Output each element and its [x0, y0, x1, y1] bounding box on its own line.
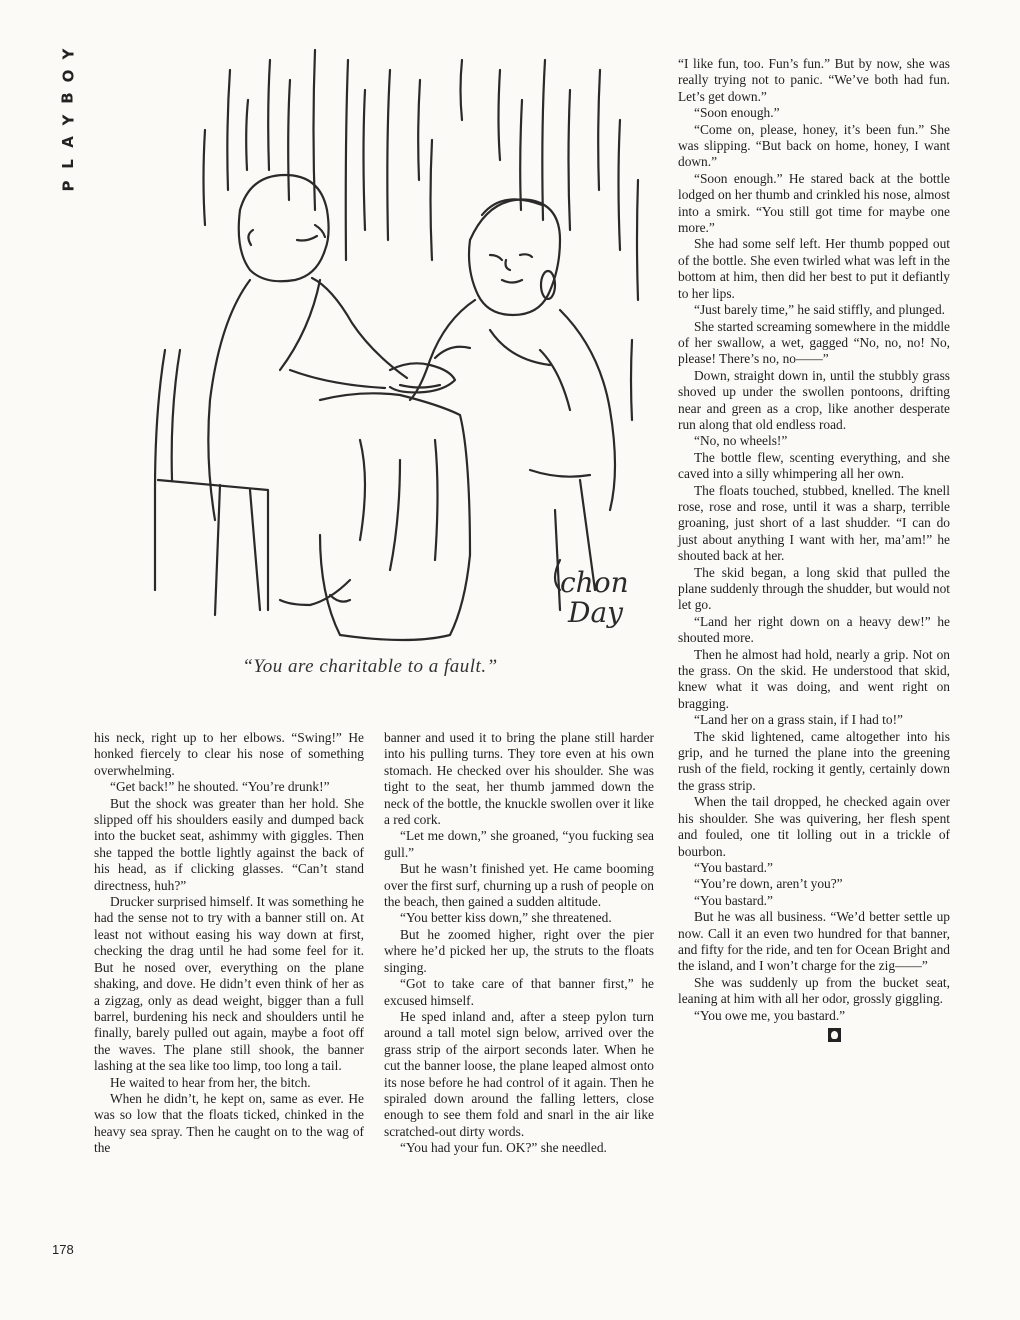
- paragraph: “You owe me, you bastard.”: [694, 1007, 846, 1023]
- paragraph: “You had your fun. OK?” she needled.: [400, 1140, 607, 1156]
- paragraph: “Get back!” he shouted. “You’re drunk!”: [110, 779, 330, 795]
- signature-line1: chon: [560, 566, 629, 599]
- paragraph: “No, no wheels!”: [694, 433, 788, 449]
- paragraph: Down, straight down in, until the stubbly grass shoved up under the swollen pontoons, drifting near and green as a crop, like another desperate run along that old endless road.: [678, 367, 950, 432]
- paragraph: “I like fun, too. Fun’s fun.” But by now, she was really trying not to panic. “We’ve both had fun. Let’s get down.”: [678, 56, 950, 104]
- paragraph: “You bastard.”: [694, 859, 773, 875]
- title-letter: B: [59, 92, 77, 104]
- paragraph: Then he almost had hold, nearly a grip. Not on the grass. On the skid. He understood that skid, knew what it was doing, and went right on bragging.: [678, 646, 950, 711]
- title-letter: L: [59, 159, 77, 169]
- paragraph: She had some self left. Her thumb popped out of the bottle. She even twirled what was left in the bottom at him, then did her best to put it defiantly to her lips.: [678, 236, 950, 301]
- title-letter: A: [58, 136, 77, 148]
- paragraph: She was suddenly up from the bucket seat, leaning at him with all her odor, grossly giggling.: [678, 974, 950, 1007]
- paragraph: The skid began, a long skid that pulled the plane suddenly through the shudder, but would not let go.: [678, 564, 950, 613]
- cartoon-caption: “You are charitable to a fault.”: [242, 656, 498, 677]
- paragraph: “Got to take care of that banner first,” he excused himself.: [384, 976, 654, 1008]
- paragraph: The floats touched, stubbed, knelled. The knell rose, rose and rose, until it was a sharp, terrible groaning, just short of a last shudder. “I can do just about anything I want with her, ma’am!” he shouted back at her.: [678, 482, 950, 564]
- magazine-title: [56, 46, 80, 194]
- paragraph: Drucker surprised himself. It was something he had the sense not to try with a banner still on. At least not without easing his way down at first, checking the drag until he had some feel for it. But he nosed over, everything on the plane shaking, and dove. He didn’t even think of her as a zigzag, only as dead weight, bigger than a full barrel, burdening his neck and shoulders until he finally, barely pulled out again, maybe a foot off the waves. The plane still shook, the banner lashing at the sea like too limp, too long a tail.: [94, 894, 364, 1074]
- paragraph: He sped inland and, after a steep pylon turn around a tall motel sign below, arrived over the grass strip of the airport seconds later. When he cut the banner loose, the plane leaped almost onto its nose before he had control of it again. Then he spiraled down around the falling letters, close enough to see them fold and snarl in the air like scratched-out dirty words.: [384, 1008, 654, 1139]
- paragraph: But he wasn’t finished yet. He came booming over the first surf, churning up a rush of people on the beach, then gained a sudden altitude.: [384, 861, 654, 910]
- end-mark-icon: [828, 1028, 841, 1042]
- title-letter: P: [59, 180, 77, 192]
- paragraph: “Land her right down on a heavy dew!” he shouted more.: [678, 613, 950, 646]
- paragraph: “You bastard.”: [694, 892, 773, 908]
- cartoon-illustration: [90, 40, 650, 660]
- text-column-2: [384, 730, 654, 1157]
- paragraph: “Soon enough.”: [694, 105, 780, 121]
- paragraph: But he was all business. “We’d better settle up now. Call it an even two hundred for that banner, and fifty for the ride, and ten for Ocean Bright and the island, and I won’t charge for the zig——”: [678, 909, 950, 974]
- paragraph: his neck, right up to her elbows. “Swing!” He honked fiercely to clear his nose of something overwhelming.: [94, 730, 364, 778]
- paragraph: When he didn’t, he kept on, same as ever. He was so low that the floats ticked, chinked in the heavy sea spray. Then he caught on to the wag of the: [94, 1090, 364, 1156]
- paragraph: He waited to hear from her, the bitch.: [110, 1074, 311, 1090]
- paragraph: When the tail dropped, he checked again over his shoulder. She was quivering, her flesh spent and fouled, one tit lolling out in a trickle of bourbon.: [678, 794, 950, 859]
- paragraph: “Just barely time,” he said stiffly, and plunged.: [694, 302, 946, 318]
- paragraph: She started screaming somewhere in the middle of her swallow, a wet, gagged “No, no, no! No, please! There’s no, no——”: [678, 318, 950, 367]
- paragraph: “Land her on a grass stain, if I had to!”: [694, 712, 903, 728]
- text-column-1: [94, 730, 364, 1157]
- paragraph: But he zoomed higher, right over the pier where he’d picked her up, the struts to the floats singing.: [384, 926, 654, 975]
- paragraph: “Let me down,” she groaned, “you fucking sea gull.”: [384, 828, 654, 860]
- page-number: 178: [52, 1242, 74, 1257]
- signature-line2: Day: [568, 596, 623, 629]
- title-letter: Y: [59, 114, 77, 126]
- paragraph: “You better kiss down,” she threatened.: [400, 910, 612, 926]
- paragraph: The bottle flew, scenting everything, and she caved into a silly whimpering all her own.: [678, 449, 950, 482]
- paragraph: banner and used it to bring the plane still harder into his pulling turns. They tore even at his own stomach. He checked over his shoulder. She was tight to the seat, her thumb jammed down the neck of the bottle, the knuckle swollen over it like a red cork.: [384, 730, 654, 828]
- paragraph: The skid lightened, came altogether into his grip, and he turned the plane into the greening rush of the field, rocking it gently, certainly down the grass strip.: [678, 728, 950, 793]
- text-column-3: [678, 56, 950, 1044]
- title-letter: Y: [59, 48, 77, 60]
- paragraph: “Soon enough.” He stared back at the bottle lodged on her thumb and crinkled his nose, almost into a smirk. “You still got time for maybe one more.”: [678, 170, 950, 236]
- title-letter: O: [58, 69, 77, 83]
- paragraph: But the shock was greater than her hold. She slipped off his shoulders easily and dumped back into the bucket seat, ashimmy with giggles. Then she tapped the bottle lightly against the back of his head, as if clicking glasses. “Can’t stand directness, huh?”: [94, 795, 364, 893]
- paragraph: “Come on, please, honey, it’s been fun.” She was slipping. “But back on home, honey, I want down.”: [678, 121, 950, 170]
- paragraph: “You’re down, aren’t you?”: [694, 876, 843, 892]
